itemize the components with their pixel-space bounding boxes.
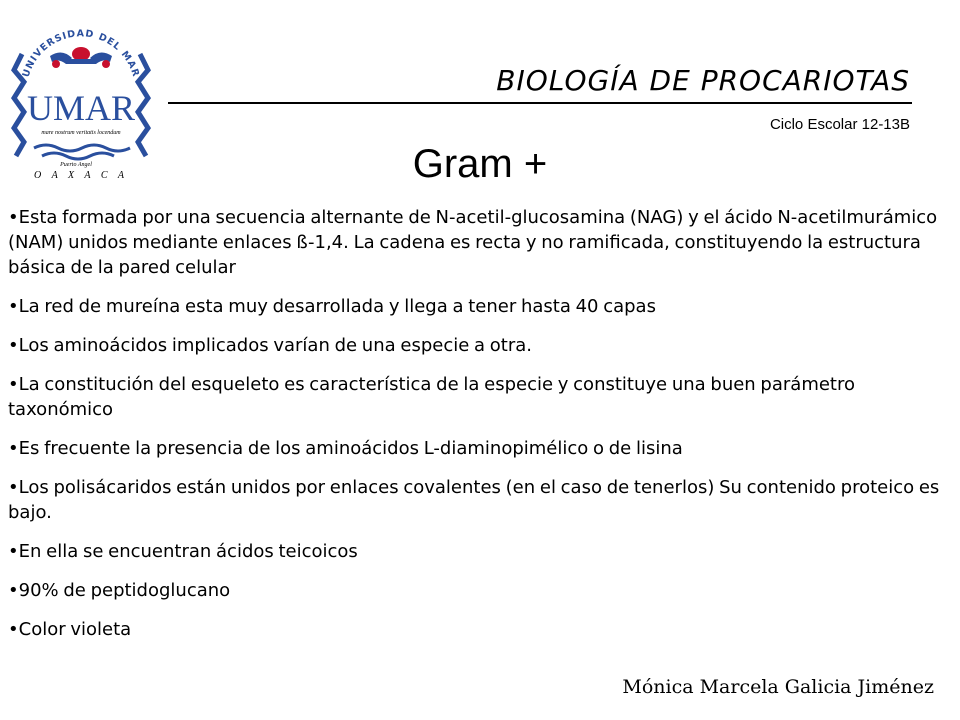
logo-crest: [50, 47, 112, 68]
bullet-list: [8, 205, 954, 656]
bullet-item: • Los polisácaridos están unidos por enlaces covalentes (en el caso de tenerlos) Su contenido proteico es bajo.: [8, 475, 954, 525]
logo-place: Puerto Angel: [60, 162, 92, 168]
bullet-item: • Color violeta: [8, 617, 954, 642]
logo-arc-text: UNIVERSIDAD DEL MAR: [20, 28, 142, 79]
bullet-item: • Esta formada por una secuencia alternante de N-acetil-glucosamina (NAG) y el ácido N-acetilmurámico (NAM) unidos mediante enlaces ß-1,4. La cadena es recta y no ramificada, constituyendo la estructura básica de la pared celular: [8, 205, 954, 280]
bullet-item: • 90% de peptidoglucano: [8, 578, 954, 603]
author-name: Mónica Marcela Galicia Jiménez: [622, 676, 934, 698]
university-logo: [6, 8, 156, 180]
bullet-item: • Los aminoácidos implicados varían de una especie a otra.: [8, 333, 954, 358]
bullet-item: • En ella se encuentran ácidos teicoicos: [8, 539, 954, 564]
logo-waves: [34, 145, 130, 159]
course-title: BIOLOGÍA DE PROCARIOTAS: [496, 64, 910, 97]
logo-monogram: UMAR: [26, 88, 136, 128]
school-year: Ciclo Escolar 12-13B: [769, 116, 910, 133]
logo-motto: mare nostrum veritatis locendum: [41, 130, 121, 136]
slide-title: Gram +: [412, 142, 548, 186]
header-divider: [168, 102, 912, 104]
bullet-item: • La constitución del esqueleto es característica de la especie y constituye una buen parámetro taxonómico: [8, 372, 954, 422]
logo-state: O A X A C A: [34, 170, 128, 180]
bullet-item: • Es frecuente la presencia de los aminoácidos L-diaminopimélico o de lisina: [8, 436, 954, 461]
bullet-item: • La red de mureína esta muy desarrollada y llega a tener hasta 40 capas: [8, 294, 954, 319]
